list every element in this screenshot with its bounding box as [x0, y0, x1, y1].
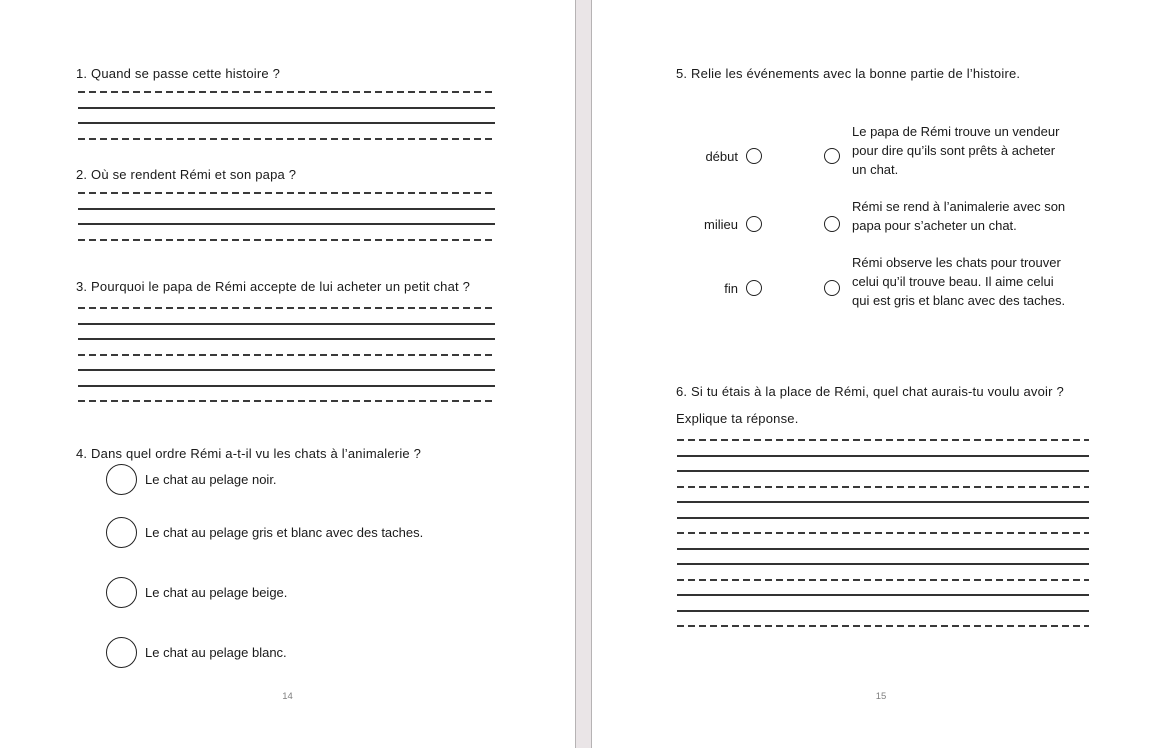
solid-writing-line — [677, 610, 1089, 612]
solid-writing-line — [677, 501, 1089, 503]
q4-option-1-circle[interactable] — [106, 464, 137, 495]
q4-option-3-circle[interactable] — [106, 577, 137, 608]
solid-writing-line — [677, 548, 1089, 550]
q4-option-4-label: Le chat au pelage blanc. — [145, 645, 287, 660]
page-15 — [592, 0, 1170, 748]
page-number-right: 15 — [875, 691, 887, 702]
question-2-label: 2. Où se rendent Rémi et son papa ? — [76, 167, 297, 182]
dashed-writing-line — [677, 439, 1089, 441]
match-row-debut — [676, 122, 1090, 180]
question-6-sublabel: Explique ta réponse. — [676, 411, 799, 426]
question-1-label: 1. Quand se passe cette histoire ? — [76, 66, 281, 81]
match-event-text-1 — [852, 122, 1059, 179]
question-2-answer-lines[interactable] — [78, 192, 495, 254]
solid-writing-line — [677, 470, 1089, 472]
question-6-answer-lines[interactable] — [677, 439, 1089, 641]
dashed-writing-line — [78, 354, 495, 356]
q4-option-row — [106, 517, 423, 548]
question-4-label: 4. Dans quel ordre Rémi a-t-il vu les chats à l’animalerie ? — [76, 446, 422, 461]
event-line: Rémi observe les chats pour trouver — [852, 255, 1061, 270]
solid-writing-line — [78, 385, 495, 387]
page-gutter — [575, 0, 592, 748]
question-3-label: 3. Pourquoi le papa de Rémi accepte de lui acheter un petit chat ? — [76, 279, 471, 294]
q4-option-row — [106, 464, 277, 495]
solid-writing-line — [78, 323, 495, 325]
match-debut-right-circle[interactable] — [824, 148, 840, 164]
event-line: un chat. — [852, 162, 899, 177]
q4-option-3-label: Le chat au pelage beige. — [145, 585, 288, 600]
match-milieu-left-circle[interactable] — [746, 216, 762, 232]
match-event-text-3 — [852, 253, 1065, 310]
dashed-writing-line — [677, 532, 1089, 534]
dashed-writing-line — [78, 400, 495, 402]
dashed-writing-line — [78, 91, 495, 93]
match-part-label-fin: fin — [724, 281, 738, 296]
match-event-text-2 — [852, 197, 1065, 235]
match-row-fin — [676, 253, 1090, 311]
event-line: pour dire qu’ils sont prêts à acheter — [852, 143, 1056, 158]
q4-option-row — [106, 577, 287, 608]
solid-writing-line — [78, 107, 495, 109]
page-number-left: 14 — [282, 691, 293, 702]
solid-writing-line — [677, 517, 1089, 519]
question-5-label: 5. Relie les événements avec la bonne partie de l’histoire. — [676, 66, 1021, 81]
event-line: papa pour s’acheter un chat. — [852, 218, 1017, 233]
page-14 — [0, 0, 575, 748]
match-row-milieu — [676, 197, 1090, 237]
question-1-answer-lines[interactable] — [78, 91, 495, 153]
dashed-writing-line — [677, 625, 1089, 627]
dashed-writing-line — [677, 579, 1089, 581]
solid-writing-line — [677, 455, 1089, 457]
event-line: Le papa de Rémi trouve un vendeur — [852, 124, 1060, 139]
dashed-writing-line — [78, 239, 495, 241]
solid-writing-line — [78, 208, 495, 210]
q4-option-row — [106, 637, 287, 668]
match-debut-left-circle[interactable] — [746, 148, 762, 164]
q4-option-2-circle[interactable] — [106, 517, 137, 548]
solid-writing-line — [78, 338, 495, 340]
match-fin-left-circle[interactable] — [746, 280, 762, 296]
q4-option-1-label: Le chat au pelage noir. — [145, 472, 277, 487]
event-line: qui est gris et blanc avec des taches. — [852, 293, 1066, 308]
match-part-label-milieu: milieu — [704, 217, 738, 232]
question-6-label: 6. Si tu étais à la place de Rémi, quel chat aurais-tu voulu avoir ? — [676, 384, 1064, 399]
match-milieu-right-circle[interactable] — [824, 216, 840, 232]
event-line: Rémi se rend à l’animalerie avec son — [852, 199, 1066, 214]
dashed-writing-line — [78, 307, 495, 309]
solid-writing-line — [78, 122, 495, 124]
dashed-writing-line — [78, 192, 495, 194]
q4-option-4-circle[interactable] — [106, 637, 137, 668]
dashed-writing-line — [78, 138, 495, 140]
solid-writing-line — [677, 563, 1089, 565]
solid-writing-line — [78, 369, 495, 371]
match-fin-right-circle[interactable] — [824, 280, 840, 296]
q4-option-2-label: Le chat au pelage gris et blanc avec des taches. — [145, 525, 424, 540]
event-line: celui qu’il trouve beau. Il aime celui — [852, 274, 1054, 289]
solid-writing-line — [677, 594, 1089, 596]
dashed-writing-line — [677, 486, 1089, 488]
solid-writing-line — [78, 223, 495, 225]
match-part-label-debut: début — [705, 149, 738, 164]
question-3-answer-lines[interactable] — [78, 307, 495, 416]
